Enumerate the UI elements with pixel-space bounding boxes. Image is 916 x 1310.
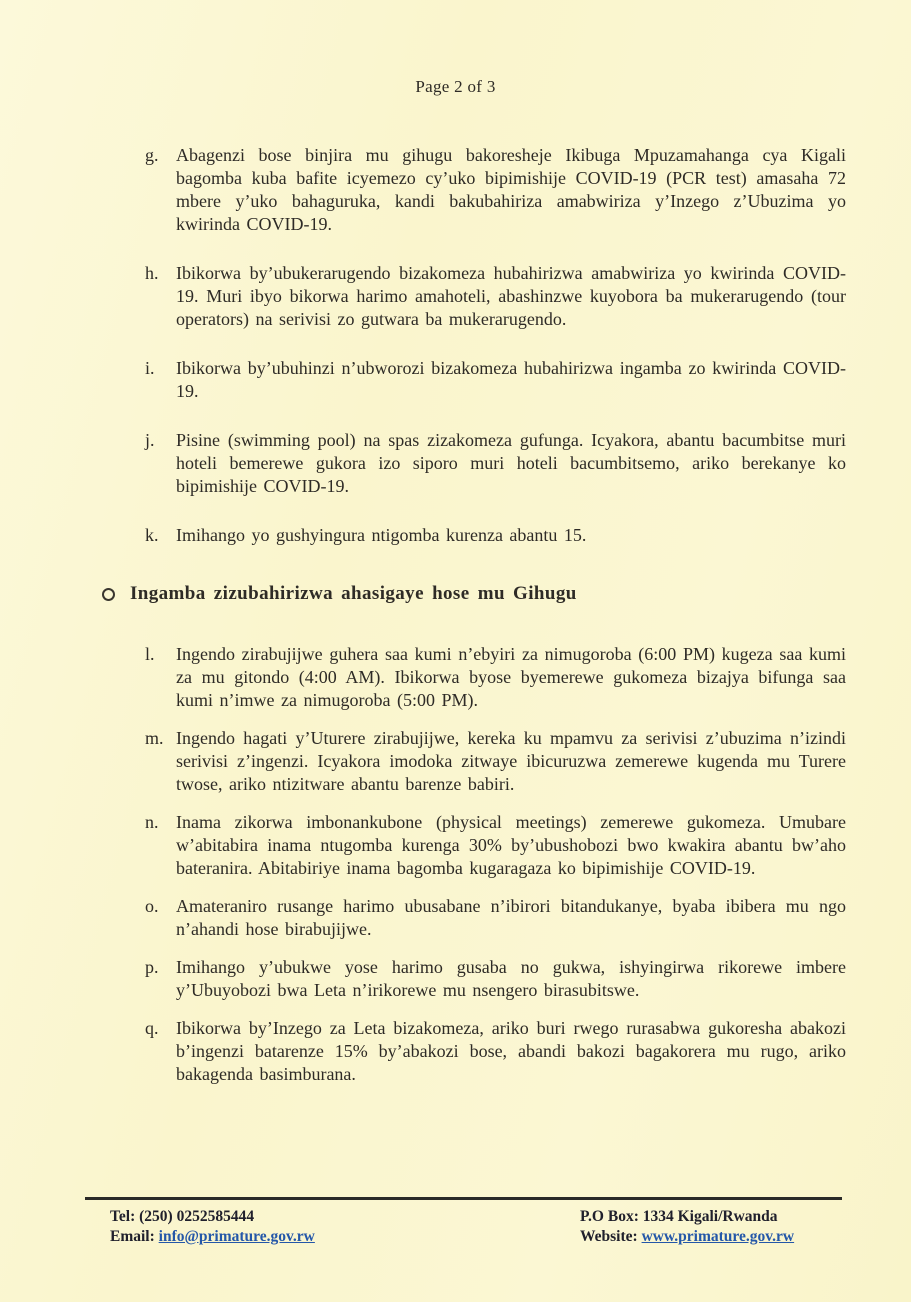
website-label: Website: (580, 1228, 638, 1245)
circle-bullet-icon (102, 588, 115, 601)
footer-pobox-row (580, 1207, 842, 1227)
list-item-text: Imihango y’ubukwe yose harimo gusaba no gukwa, ishyingirwa rikorewe imbere y’Ubuyobozi bwa Leta n’irikorewe mu nsengero birasubitswe. (176, 957, 846, 1000)
footer-divider (85, 1197, 842, 1200)
list-marker: k. (145, 525, 159, 545)
list-item-h (145, 262, 846, 331)
website-link[interactable]: www.primature.gov.rw (641, 1228, 795, 1245)
list-item-text: Imihango yo gushyingura ntigomba kurenza abantu 15. (176, 525, 587, 545)
list-item-o (145, 895, 846, 941)
email-label: Email: (110, 1228, 155, 1245)
footer-website-row (580, 1227, 842, 1247)
list-section-bottom (145, 643, 846, 1086)
list-marker: m. (145, 728, 164, 748)
list-item-text: Pisine (swimming pool) na spas zizakomeza gufunga. Icyakora, abantu bacumbitse muri hoteli bemerewe gukora izo siporo muri hoteli bacumbitsemo, ariko berekanye ko bipimishije COVID-19. (176, 430, 846, 496)
footer-left-column (110, 1207, 580, 1247)
list-item-text: Abagenzi bose binjira mu gihugu bakoresheje Ikibuga Mpuzamahanga cya Kigali bagomba kuba bafite icyemezo cy’uko bipimishije COVID-19 (PCR test) amasaha 72 mbere y’uko bahaguruka, kandi bakubahiriza amabwiriza y’Inzego z’Ubuzima yo kwirinda COVID-19. (176, 145, 846, 234)
list-item-p (145, 956, 846, 1002)
footer-tel-row (110, 1207, 580, 1227)
email-link[interactable]: info@primature.gov.rw (158, 1228, 315, 1245)
list-item-m (145, 727, 846, 796)
tel-label: Tel: (110, 1208, 136, 1225)
pobox-label: P.O Box: (580, 1208, 639, 1225)
list-item-text: Inama zikorwa imbonankubone (physical meetings) zemerewe gukomeza. Umubare w’abitabira inama ntugomba kurenga 30% by’ubushobozi bwo kwakira abantu bw’aho bateranira. Abitabiriye inama bagomba kugaragaza ko bipimishije COVID-19. (176, 812, 846, 878)
list-item-q (145, 1017, 846, 1086)
list-item-text: Ibikorwa by’ubukerarugendo bizakomeza hubahirizwa amabwiriza yo kwirinda COVID-19. Muri ibyo bikorwa harimo amahoteli, abashinzwe kuyobora ba mukerarugendo (tour operators) na serivisi zo gutwara ba mukerarugendo. (176, 263, 846, 329)
list-item-j (145, 429, 846, 498)
tel-value: (250) 0252585444 (139, 1208, 255, 1225)
list-item-g (145, 144, 846, 236)
list-item-text: Ibikorwa by’Inzego za Leta bizakomeza, ariko buri rwego rurasabwa gukoresha abakozi b’ingenzi batarenze 15% by’abakozi bose, abandi bakozi bagakorera mu rugo, ariko bakagenda basimburana. (176, 1018, 846, 1084)
list-marker: j. (145, 430, 155, 450)
list-item-k (145, 524, 846, 547)
list-marker: q. (145, 1018, 159, 1038)
section-heading-title: Ingamba zizubahirizwa ahasigaye hose mu Gihugu (130, 583, 577, 604)
list-marker: l. (145, 644, 155, 664)
list-section-top (145, 144, 846, 547)
list-marker: n. (145, 812, 159, 832)
list-item-i (145, 357, 846, 403)
list-item-text: Amateraniro rusange harimo ubusabane n’ibirori bitandukanye, byaba ibibera mu ngo n’ahandi hose birabujijwe. (176, 896, 846, 939)
list-marker: h. (145, 263, 159, 283)
page-number: Page 2 of 3 (415, 77, 496, 96)
list-item-text: Ibikorwa by’ubuhinzi n’ubworozi bizakomeza hubahirizwa ingamba zo kwirinda COVID-19. (176, 358, 846, 401)
footer-contact-info (85, 1207, 842, 1247)
list-item-text: Ingendo hagati y’Uturere zirabujijwe, kereka ku mpamvu za serivisi z’ubuzima n’izindi serivisi z’ingenzi. Icyakora imodoka zitwaye ibicuruzwa zemerewe kugenda mu Turere twose, ariko ntizitware abantu barenze babiri. (176, 728, 846, 794)
page-footer (85, 1197, 842, 1247)
pobox-value: 1334 Kigali/Rwanda (642, 1208, 778, 1225)
footer-right-column (580, 1207, 842, 1247)
list-marker: g. (145, 145, 159, 165)
list-item-n (145, 811, 846, 880)
section-heading (102, 583, 911, 605)
list-marker: p. (145, 957, 159, 977)
list-item-text: Ingendo zirabujijwe guhera saa kumi n’ebyiri za nimugoroba (6:00 PM) kugeza saa kumi za mu gitondo (4:00 AM). Ibikorwa byose byemerewe gukomeza bizajya bifunga saa kumi n’imwe za nimugoroba (5:00 PM). (176, 644, 846, 710)
footer-email-row (110, 1227, 580, 1247)
list-marker: o. (145, 896, 159, 916)
list-marker: i. (145, 358, 155, 378)
list-item-l (145, 643, 846, 712)
